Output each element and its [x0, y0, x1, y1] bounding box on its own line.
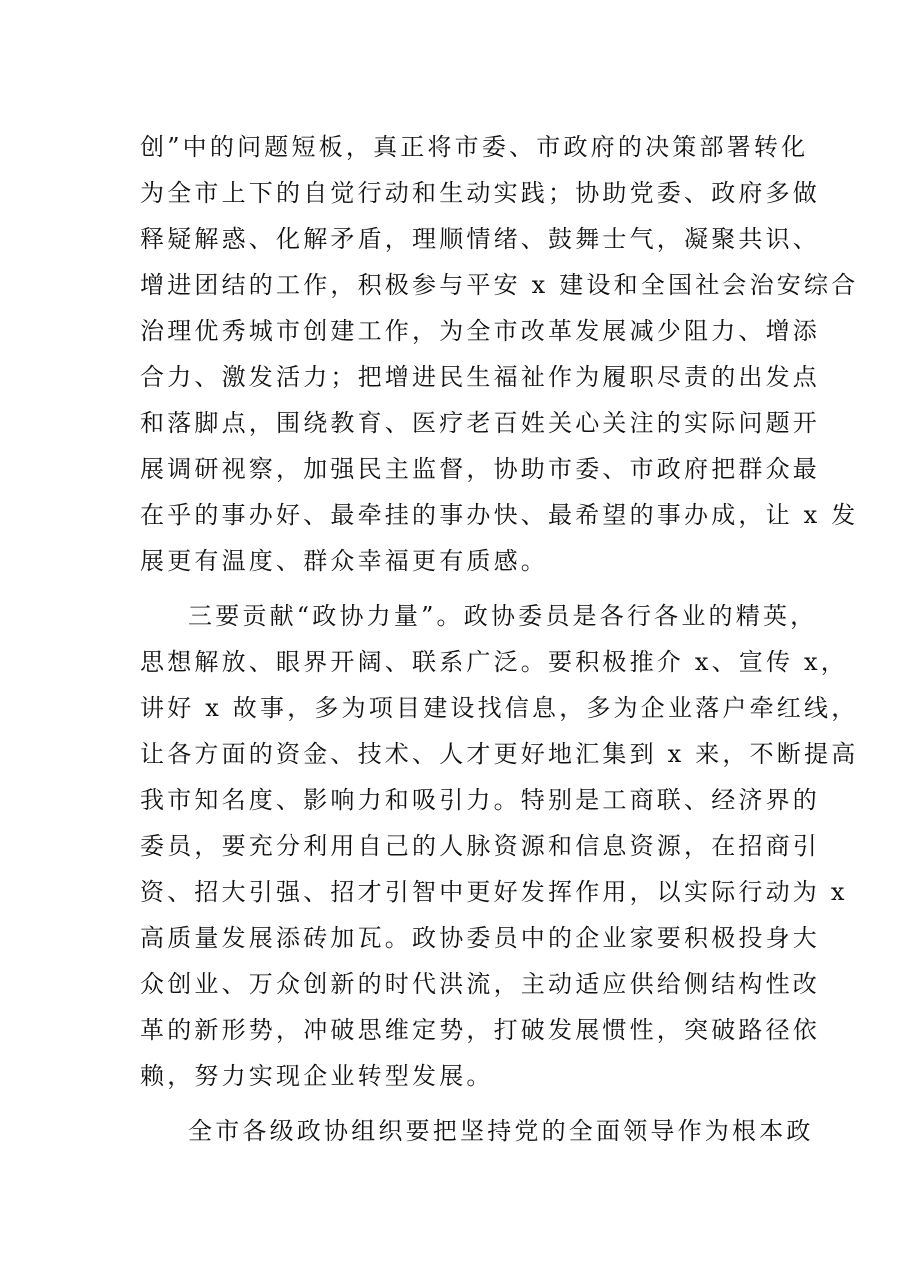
text-line: 资、招大引强、招才引智中更好发挥作用，以实际行动为 x [140, 878, 848, 906]
text-line: 委员，要充分利用自己的人脉资源和信息资源，在招商引 [140, 832, 820, 860]
text-line: 让各方面的资金、技术、人才更好地汇集到 x 来，不断提高 [140, 740, 859, 768]
text-line: 创”中的问题短板，真正将市委、市政府的决策部署转化 [140, 133, 809, 161]
text-line: 革的新形势，冲破思维定势，打破发展惯性，突破路径依 [140, 1016, 820, 1044]
text-line: 思想解放、眼界开阔、联系广泛。要积极推介 x、宣传 x， [140, 648, 848, 676]
text-line: 合力、激发活力；把增进民生福祉作为履职尽责的出发点 [140, 363, 820, 391]
text-line: 众创业、万众创新的时代洪流，主动适应供给侧结构性改 [140, 970, 820, 998]
text-line: 为全市上下的自觉行动和生动实践；协助党委、政府多做 [140, 179, 820, 207]
text-line: 赖，努力实现企业转型发展。 [140, 1062, 494, 1090]
text-line: 展调研视察，加强民主监督，协助市委、市政府把群众最 [140, 455, 820, 483]
paragraph-first-line: 三要贡献“政协力量”。政协委员是各行各业的精英， [188, 602, 818, 630]
text-line: 增进团结的工作，积极参与平安 x 建设和全国社会治安综合 [140, 271, 859, 299]
text-line: 和落脚点，围绕教育、医疗老百姓关心关注的实际问题开 [140, 409, 820, 437]
text-line: 在乎的事办好、最牵挂的事办快、最希望的事办成，让 x 发 [140, 501, 859, 529]
text-line: 释疑解惑、化解矛盾，理顺情绪、鼓舞士气，凝聚共识、 [140, 225, 820, 253]
text-line: 讲好 x 故事，多为项目建设找信息，多为企业落户牵红线， [140, 694, 859, 722]
text-line: 治理优秀城市创建工作，为全市改革发展减少阻力、增添 [140, 317, 820, 345]
text-line: 高质量发展添砖加瓦。政协委员中的企业家要积极投身大 [140, 924, 820, 952]
text-line: 我市知名度、影响力和吸引力。特别是工商联、经济界的 [140, 786, 820, 814]
paragraph-first-line: 全市各级政协组织要把坚持党的全面领导作为根本政 [188, 1117, 814, 1145]
text-line: 展更有温度、群众幸福更有质感。 [140, 547, 548, 575]
